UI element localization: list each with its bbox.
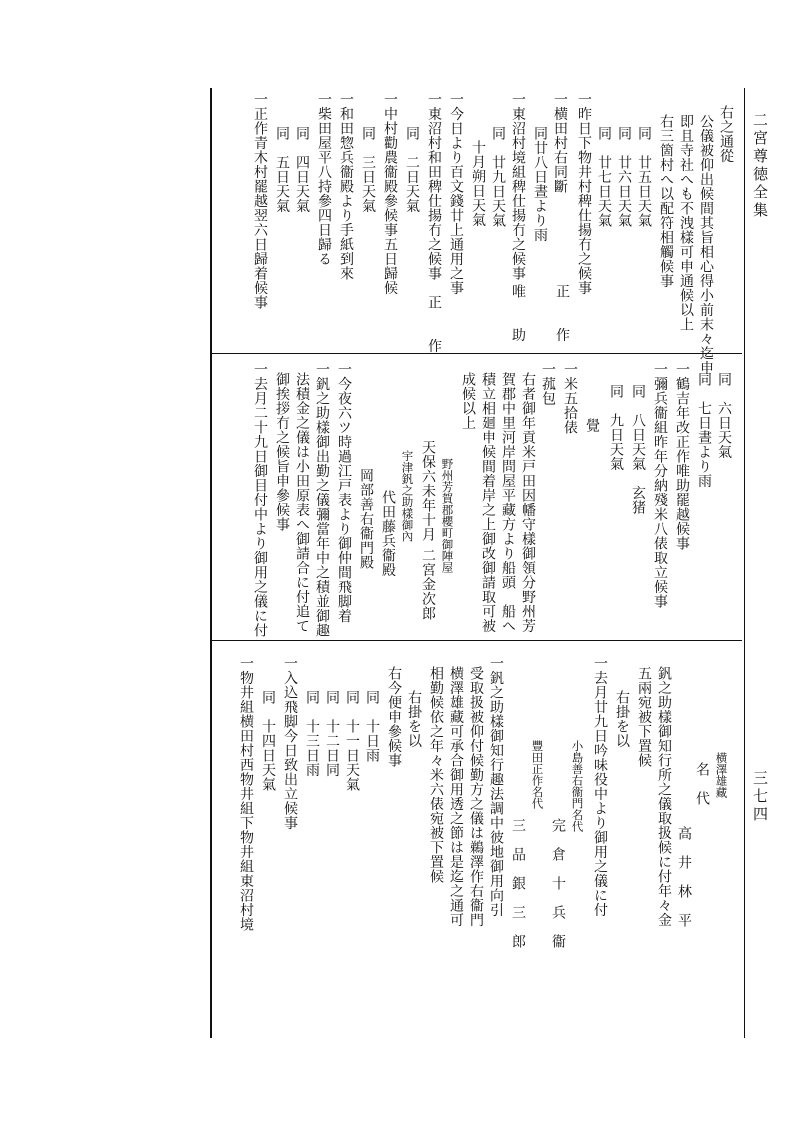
text-column: 相勤候依之年々米六俵宛被下置候 xyxy=(428,666,444,884)
text-column: 名 代 xyxy=(694,762,710,806)
text-column: 同 五日天氣 xyxy=(274,126,290,213)
text-column: 一昨日下物井村稗仕揚冇之候事 xyxy=(576,92,592,295)
text-column: 代田藤兵衞殿 xyxy=(380,490,396,577)
text-column: 一中村勸農衞殿參候事五日歸候 xyxy=(382,92,398,295)
text-column: 右今便申參候事 xyxy=(386,666,402,768)
text-column: 同 十一日天氣 xyxy=(344,690,360,792)
text-column: 一入込飛脚今日致出立候事 xyxy=(282,656,298,830)
text-column: 一鶴吉年改正作唯助罷越候事 xyxy=(674,362,690,551)
section-divider xyxy=(210,640,742,641)
text-column: 一柴田屋平八持參四日歸る xyxy=(316,92,332,266)
text-column: 一今日より百文錢廿上通用之事 xyxy=(448,92,464,295)
text-column: 一横田村右同斷 xyxy=(552,92,568,194)
text-column: 賀郡中里河岸問屋平藏方より船頭 船へ xyxy=(500,372,516,633)
text-column: 同 九日天氣 xyxy=(608,384,624,471)
text-column: 正 作 xyxy=(554,284,570,342)
running-title: 二宮尊徳全集 xyxy=(751,112,769,220)
text-column: 右掛を以 xyxy=(614,690,630,748)
text-column: 同 廿七日天氣 xyxy=(596,126,612,228)
text-column: 天保六未年十月 xyxy=(420,440,436,542)
text-column: 一今夜六ツ時過江戸表より御仲間飛脚着 xyxy=(336,362,352,623)
text-column: 右三箇村へ以配符相觸候事 xyxy=(658,114,674,288)
text-column: 五兩宛被下置候 xyxy=(636,666,652,768)
text-column: 三 品 銀 三 郎 xyxy=(510,818,526,949)
text-column: 受取扱被仰付候勤方之儀は鵜澤作右衞門 xyxy=(468,666,484,927)
text-column: 同 八日天氣 玄猪 xyxy=(630,384,646,515)
text-column: 完 倉 十 兵 衞 xyxy=(550,818,566,949)
text-column: 即且寺社へも不洩樣可申通候以上 xyxy=(678,114,694,332)
text-column: 同 三日天氣 xyxy=(360,126,376,213)
text-column: 一去月廿九日吟味役中より御用之儀に付 xyxy=(592,656,608,917)
text-column: 唯 助 xyxy=(510,284,526,342)
text-column: 同 十日雨 xyxy=(364,690,380,763)
text-column: 高 井 林 平 xyxy=(676,826,692,928)
text-column: 法積金之儀は小田原表へ御請合に付追て xyxy=(294,372,310,633)
section-divider xyxy=(210,353,742,354)
text-column: 小島善右衞門名代 xyxy=(570,740,585,832)
text-column: 一東沼村和田稗仕揚冇之候事 正 作 xyxy=(426,92,442,353)
text-column: 公儀被仰出候間其旨相心得小前末々迄申 xyxy=(698,114,714,375)
text-column: 野州芳賀郡櫻町御陣屋 xyxy=(440,458,455,573)
text-column: 右者御年貢米戸田因幡守樣御領分野州芳 xyxy=(520,372,536,633)
text-column: 右掛を以 xyxy=(406,690,422,748)
text-column: 一彌兵衞組昨年分納殘米八俵取立候事 xyxy=(652,362,668,609)
text-column: 二宮金次郎 xyxy=(420,548,436,621)
text-column: 同廿八日晝より雨 xyxy=(532,126,548,242)
text-column: 同 十三日雨 xyxy=(304,690,320,777)
text-column: 御挨拶冇之候旨申參候事 xyxy=(274,372,290,532)
text-column: 覺 xyxy=(584,418,600,433)
text-column: 一米五拾俵 xyxy=(562,362,578,435)
text-column: 一和田惣兵衞殿より手紙到來 xyxy=(338,92,354,281)
text-column: 一物井組横田村西物井組下物井組東沼村境 xyxy=(238,656,254,932)
text-column: 岡部善右衞門殿 xyxy=(358,468,374,570)
text-column: 釩之助樣御知行所之儀取扱候に付年々金 xyxy=(656,666,672,927)
text-column: 同 廿六日天氣 xyxy=(616,126,632,228)
text-column: 豐田正作名代 xyxy=(530,740,545,809)
text-column: 同 四日天氣 xyxy=(294,126,310,213)
text-column: 同 七日晝より雨 xyxy=(696,372,712,488)
page-number: 三七四 xyxy=(751,770,769,824)
text-column: 横澤雄藏可承合御用透之節は是迄之通可 xyxy=(448,666,464,927)
text-column: 一東沼村境組稗仕揚冇之候事 xyxy=(510,92,526,281)
text-column: 同 廿九日天氣 xyxy=(490,126,506,228)
text-column: 同 廿五日天氣 xyxy=(636,126,652,228)
text-column: 右之通從 xyxy=(718,105,734,163)
text-column: 積立相廻申候間着岸之上御改御請取可被 xyxy=(480,372,496,633)
text-column: 横澤雄藏 xyxy=(714,752,729,798)
text-column: 同 十四日天氣 xyxy=(260,690,276,792)
text-column: 一去月二十九日御目付中より御用之儀に付 xyxy=(252,362,268,638)
text-column: 一菰包 xyxy=(540,362,556,406)
text-column: 一釩之助樣御知行趣法調中彼地御用向引 xyxy=(488,656,504,917)
text-column: 一正作青木村罷越翌六日歸着候事 xyxy=(252,92,268,310)
text-column: 十月朔日天氣 xyxy=(470,140,486,227)
text-column: 一釩之助樣御出勤之儀彌當年中之積並御趣 xyxy=(314,362,330,638)
text-column: 同 二日天氣 xyxy=(404,126,420,213)
text-column: 同 六日天氣 xyxy=(716,372,732,459)
text-column: 宇津釩之助樣御內 xyxy=(400,450,415,542)
text-column: 同 十二日同 xyxy=(324,690,340,777)
text-column: 成候以上 xyxy=(460,372,476,430)
